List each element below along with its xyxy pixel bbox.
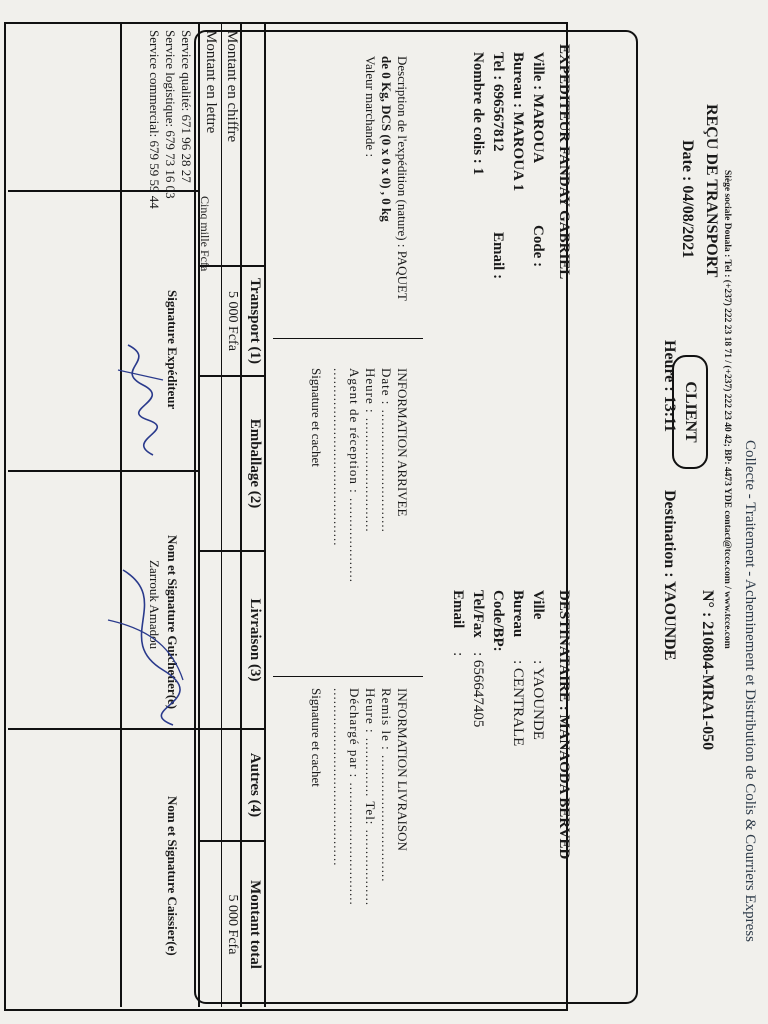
recipient-email-label: Email: [450, 590, 466, 629]
signature-guichetier-label: Nom et Signature Guichetier(e): [165, 535, 180, 710]
sender-title: EXPEDITEUR FANDAY GABRIEL: [556, 44, 572, 280]
copy-label-badge: CLIENT: [672, 355, 708, 469]
service-logistique: Service logistique: 679 73 16 03: [163, 30, 178, 199]
sender-tel: Tel : 696567812: [490, 52, 506, 152]
shipment-description: Description de l'expédition (nature) : PAQUET: [395, 56, 410, 301]
table-line: [8, 470, 200, 472]
header-emballage: Emballage (2): [247, 418, 263, 509]
receipt-date: Date : 04/08/2021: [679, 140, 696, 259]
header-total: Montant total: [247, 880, 263, 969]
shipment-weight: de 0 Kg, DCS (0 x 0 x 0) , 0 kg: [379, 56, 394, 222]
signature-expediteur-label: Signature Expéditeur: [165, 290, 180, 410]
header-autres: Autres (4): [247, 752, 263, 818]
recipient-tel-value: : 656647405: [470, 652, 486, 728]
arrival-signature: Signature et cachet: [309, 368, 324, 467]
amount-in-words: Cinq mille Fcfa: [198, 196, 212, 272]
sender-bureau: Bureau : MAROUA 1: [510, 52, 526, 192]
sender-ville: Ville : MAROUA: [530, 52, 546, 164]
table-line: [120, 22, 122, 1007]
delivery-heure: Heure : .............. Tel: ..................: [363, 688, 378, 907]
arrival-dots: ..........................................: [331, 368, 346, 547]
delivery-dots: ..........................................: [331, 688, 346, 867]
receipt-title: REÇU DE TRANSPORT: [703, 104, 720, 278]
header-transport: Transport (1): [247, 278, 263, 364]
recipient-bureau-label: Bureau: [510, 590, 526, 638]
table-line: [240, 22, 242, 1007]
divider: [273, 676, 423, 677]
table-line: [8, 728, 200, 730]
recipient-tel-label: Tel/Fax: [470, 590, 486, 638]
total-amount: 5 000 Fcfa: [225, 894, 240, 955]
delivery-signature: Signature et cachet: [309, 688, 324, 787]
guichetier-name: Zarrouk Amadou: [147, 560, 162, 650]
company-contact: Siège sociale Douala : Tel : (+237) 222 23 18 71 / (+237) 222 23 40 42; BP: 4473 YDE contact@tcce.com / www.tcce.com: [722, 170, 732, 649]
table-line: [221, 22, 222, 1007]
sender-colis: Nombre de colis : 1: [470, 52, 486, 176]
arrival-date: Date : .............................: [379, 368, 394, 533]
table-line: [264, 22, 266, 1007]
delivery-remis: Remis le : ..............................: [379, 688, 394, 883]
header-livraison: Livraison (3): [247, 598, 263, 682]
arrival-heure: Heure : ...........................: [363, 368, 378, 533]
sender-email: Email :: [490, 232, 506, 280]
service-commercial: Service commercial: 679 59 59 44: [147, 30, 162, 209]
recipient-code-label: Code/BP:: [490, 590, 506, 652]
delivery-decharge: Déchargé par : .............................: [347, 688, 362, 906]
arrival-title: INFORMATION ARRIVEE: [395, 368, 410, 517]
recipient-ville-label: Ville: [530, 590, 546, 620]
shipment-value: Valeur marchande :: [363, 56, 378, 158]
recipient-email-value: :: [450, 652, 466, 657]
receipt-heure: Heure : 13:11: [661, 340, 678, 433]
transport-amount: 5 000 Fcfa: [225, 291, 240, 351]
receipt-destination: Destination : YAOUNDE: [661, 490, 678, 661]
row-lettre-label: Montant en lettre: [203, 30, 219, 134]
receipt-number: N° : 210804-MRA1-050: [699, 590, 716, 751]
signature-caissier-label: Nom et Signature Caissier(e): [165, 796, 180, 956]
service-qualite: Service qualité: 671 96 28 27: [179, 30, 194, 183]
delivery-title: INFORMATION LIVRAISON: [395, 688, 410, 851]
divider: [273, 338, 423, 339]
sender-code: Code :: [530, 225, 546, 268]
recipient-title: DESTINATAIRE : MANAODA BERVED: [556, 590, 572, 860]
recipient-bureau-value: : CENTRALE: [510, 660, 526, 747]
company-tagline: Collecte - Traitement - Acheminement et Distribution de Colis & Courriers Express: [742, 440, 758, 943]
arrival-agent: Agent de réception : ....................: [347, 368, 362, 584]
recipient-ville-value: : YAOUNDE: [530, 660, 546, 740]
table-line: [198, 22, 200, 1007]
row-chiffre-label: Montant en chiffre: [224, 30, 240, 143]
